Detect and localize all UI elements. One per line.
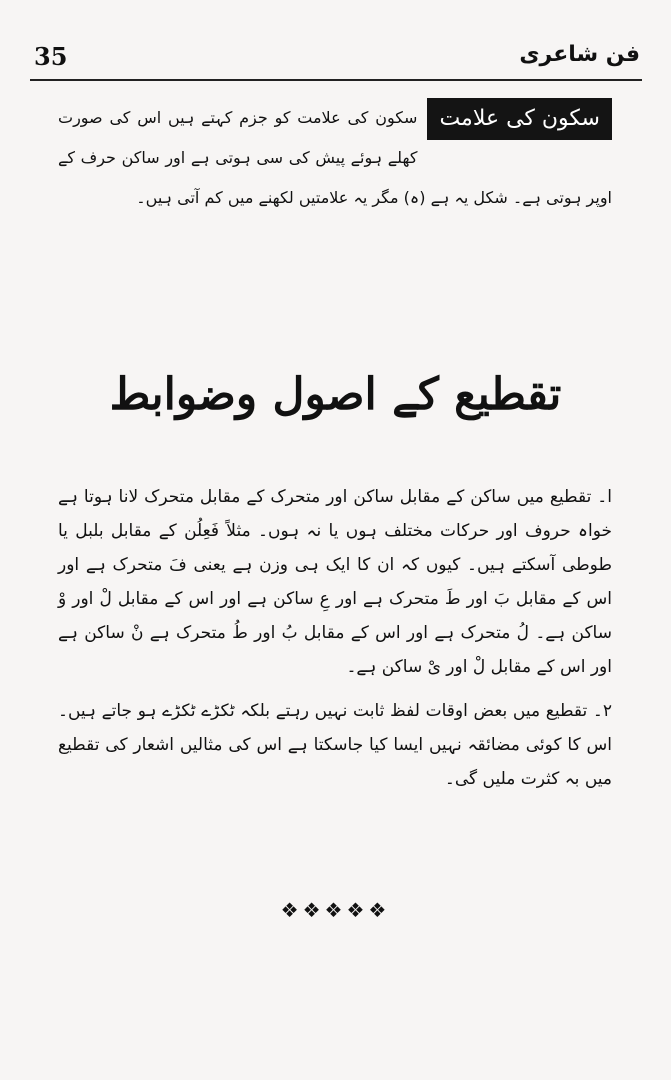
rules-body <box>58 480 612 806</box>
running-title: فن شاعری <box>519 42 640 67</box>
note-text: سکون کی علامت کو جزم کہتے ہیں اس کی صورت کھلے ہوئے پیش کی سی ہوتی ہے اور ساکن حرف کے اوپر ہوتی ہے۔ شکل یہ ہے (ہ) مگر یہ علامتیں لکھنے میں کم آتی ہیں۔ <box>58 108 612 207</box>
rule-paragraph-2: ۲۔ تقطیع میں بعض اوقات لفظ ثابت نہیں رہتے بلکہ ٹکڑے ٹکڑے ہو جاتے ہیں۔ اس کا کوئی مضائقہ نہیں ایسا کیا جاسکتا ہے اس کی مثالیں اشعار کی تقطیع میں بہ کثرت ملیں گی۔ <box>58 701 612 789</box>
page-number: 35 <box>34 42 68 71</box>
note-label: سکون کی علامت <box>427 98 612 140</box>
section-title: تقطیع کے اصول وضوابط <box>109 369 562 420</box>
ornament-divider: ❖❖❖❖❖ <box>280 898 391 922</box>
page-header <box>30 38 642 78</box>
header-rule <box>30 79 642 81</box>
rule-paragraph-1: ا۔ تقطیع میں ساکن کے مقابل ساکن اور متحرک کے مقابل متحرک لانا ہوتا ہے خواہ حروف اور حرکات مختلف ہوں یا نہ ہوں۔ مثلاً فَعِلُن کے مقابل بلبل یا طوطی آسکتے ہیں۔ کیوں کہ ان کا ایک ہی وزن ہے یعنی فَ متحرک ہے اور اس کے مقابل بَ اور طَ متحرک ہے اور عِ ساکن ہے اور اس کے مقابل لْ اور وْ ساکن ہے۔ لُ متحرک ہے اور اس کے مقابل بُ اور طُ متحرک ہے نْ ساکن ہے اور اس کے مقابل لْ اور یْ ساکن ہے۔ <box>58 487 612 677</box>
sukun-note <box>58 98 612 218</box>
